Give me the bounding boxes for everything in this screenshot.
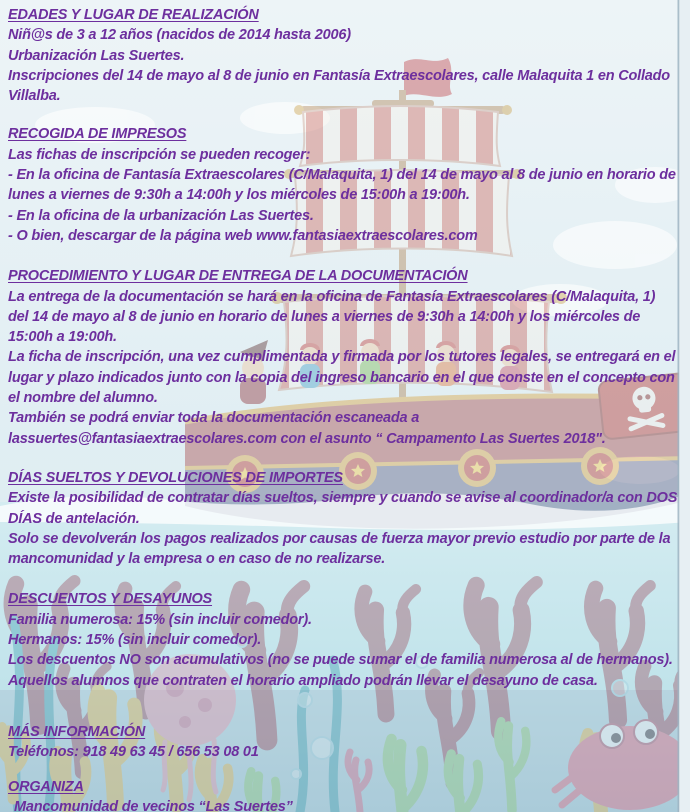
paragraph: Solo se devolverán los pagos realizados por causas de fuerza mayor previo estudio por parte de la mancomunidad y la empresa o en caso de no realizarse. bbox=[8, 530, 671, 568]
section-heading: RECOGIDA DE IMPRESOS bbox=[8, 126, 187, 143]
paragraph: Hermanos: 15% (sin incluir comedor). bbox=[8, 632, 262, 649]
section-organiza bbox=[8, 777, 678, 812]
section-heading: ORGANIZA bbox=[8, 778, 84, 795]
paragraph: Teléfonos: 918 49 63 45 / 656 53 08 01 bbox=[8, 744, 259, 761]
section-heading: MÁS INFORMACIÓN bbox=[8, 723, 146, 740]
paragraph: La entrega de la documentación se hará en la oficina de Fantasía Extraescolares (C/Malaquita, 1) del 14 de mayo al 8 de junio en horario de lunes a viernes de 9:30h a 14:00h y los miércoles de 15:00h a 19:00h. bbox=[8, 288, 656, 346]
paragraph: - En la oficina de Fantasía Extraescolares (C/Malaquita, 1) del 14 de mayo al 8 de junio en horario de lunes a viernes de 9:30h a 14:00h y los miércoles de 15:00h a 19:00h. bbox=[8, 167, 676, 204]
paragraph: Niñ@s de 3 a 12 años (nacidos de 2014 hasta 2006) bbox=[8, 27, 351, 44]
section-edades-y-lugar bbox=[8, 5, 678, 106]
section-heading: DÍAS SUELTOS Y DEVOLUCIONES DE IMPORTES bbox=[8, 469, 343, 486]
paragraph: - O bien, descargar de la página web www.fantasiaextraescolares.com bbox=[8, 227, 478, 244]
paragraph: La ficha de inscripción, una vez cumplimentada y firmada por los tutores legales, se entregará en el lugar y plazo indicados junto con la copia del ingreso bancario en el que conste en el concepto con el nombre del alumno. bbox=[8, 349, 676, 407]
section-heading: DESCUENTOS Y DESAYUNOS bbox=[8, 591, 213, 608]
paragraph: Las fichas de inscripción se pueden recoger: bbox=[8, 146, 311, 163]
section-descuentos-desayunos bbox=[8, 589, 678, 690]
paragraph: También se podrá enviar toda la documentación escaneada a lassuertes@fantasiaextraescolares.com con el asunto “ Campamento Las Suertes 2018". bbox=[8, 410, 606, 447]
section-mas-informacion bbox=[8, 722, 678, 763]
paragraph: Existe la posibilidad de contratar días sueltos, siempre y cuando se avise al coordinador/a con DOS DÍAS de antelación. bbox=[8, 490, 678, 527]
section-heading: PROCEDIMIENTO Y LUGAR DE ENTREGA DE LA DOCUMENTACIÓN bbox=[8, 268, 468, 285]
section-heading: EDADES Y LUGAR DE REALIZACIÓN bbox=[8, 7, 259, 23]
paragraph: Urbanización Las Suertes. bbox=[8, 47, 185, 64]
paragraph: Los descuentos NO son acumulativos (no se puede sumar el de familia numerosa al de hermanos). bbox=[8, 652, 673, 669]
section-recogida-impresos bbox=[8, 124, 678, 246]
paragraph: Familia numerosa: 15% (sin incluir comedor). bbox=[8, 611, 312, 628]
paragraph: - En la oficina de la urbanización Las Suertes. bbox=[8, 207, 314, 224]
section-dias-sueltos bbox=[8, 468, 678, 569]
paragraph: Inscripciones del 14 de mayo al 8 de junio en Fantasía Extraescolares, calle Malaquita 1 en Collado Villalba. bbox=[8, 67, 670, 105]
section-procedimiento-entrega bbox=[8, 266, 678, 449]
paragraph: Aquellos alumnos que contraten el horario ampliado podrán llevar el desayuno de casa. bbox=[8, 672, 598, 689]
paragraph: Mancomunidad de vecinos “Las Suertes” bbox=[14, 798, 293, 812]
